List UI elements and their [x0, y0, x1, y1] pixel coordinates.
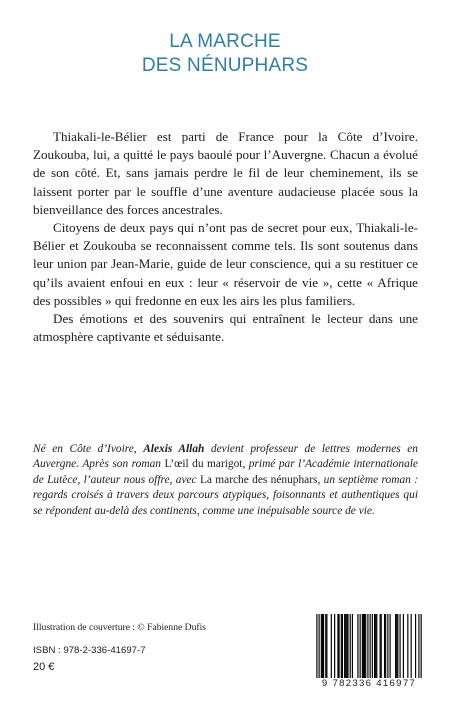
- author-note: [33, 442, 418, 519]
- barcode-bar: [395, 614, 396, 678]
- barcode-bar: [367, 614, 368, 684]
- previous-book-title: L’œil du marigot: [164, 458, 243, 471]
- barcode-bar: [407, 614, 408, 678]
- barcode-bar: [347, 614, 348, 678]
- barcode-bar: [339, 614, 340, 678]
- barcode-bar: [372, 614, 373, 678]
- barcode-bar: [421, 614, 422, 684]
- barcode-bar: [375, 614, 376, 678]
- price-label: 20 €: [33, 661, 55, 673]
- barcode-bar: [331, 614, 332, 678]
- author-name: Alexis Allah: [143, 443, 205, 455]
- barcode-bar: [390, 614, 391, 678]
- barcode-bar: [360, 614, 361, 678]
- barcode-bar: [374, 614, 375, 678]
- barcode-bar: [319, 614, 320, 684]
- author-note-text: devient professeur de lettres modernes en Auvergne. Après son roman: [33, 443, 418, 471]
- barcode-bar: [337, 614, 338, 678]
- barcode-bar: [362, 614, 363, 678]
- barcode-bar: [352, 614, 353, 678]
- barcode-bar: [403, 614, 404, 678]
- back-cover-blurb: [33, 128, 418, 346]
- barcode-bar: [346, 614, 347, 678]
- barcode-bar: [321, 614, 322, 678]
- barcode-bar: [399, 614, 400, 678]
- barcode-bar: [325, 614, 326, 678]
- barcode-bar: [326, 614, 327, 678]
- barcode-bar: [384, 614, 385, 678]
- barcode-bar: [364, 614, 365, 678]
- barcode-bar: [323, 614, 324, 678]
- barcode-bar: [341, 614, 342, 678]
- cover-illustration-credit: Illustration de couverture : © Fabienne Dufis: [33, 622, 207, 633]
- barcode-bar: [381, 614, 382, 678]
- barcode-bar: [396, 614, 397, 678]
- barcode-digits: 9 782336 416977: [313, 678, 425, 689]
- blurb-paragraph: Citoyens de deux pays qui n’ont pas de secret pour eux, Thiakali-le-Bélier et Zoukouba se reconnaissent comme tels. Ils sont soutenus dans leur union par Jean-Marie, guide de leur conscience, qui a su restituer ce qu’ils avaient enfoui en eux : leur « réservoir de vie », cette « Afrique des possibles » qui fredonne en eux les airs les plus familiers.: [33, 220, 418, 308]
- barcode-bar: [418, 614, 419, 684]
- author-note-text: Né en Côte d’Ivoire,: [33, 443, 144, 455]
- barcode-bar: [357, 614, 358, 678]
- current-book-title: La marche des nénuphars: [199, 473, 318, 486]
- barcode-bar: [411, 614, 412, 678]
- barcode-bar: [385, 614, 386, 678]
- barcode-bar: [345, 614, 346, 678]
- barcode-bar: [334, 614, 335, 678]
- barcode: [313, 614, 425, 686]
- barcode-bar: [376, 614, 377, 678]
- barcode-bar: [387, 614, 388, 678]
- barcode-bar: [365, 614, 366, 678]
- blurb-paragraph: Des émotions et des souvenirs qui entraînent le lecteur dans une atmosphère captivante et séduisante.: [33, 311, 418, 345]
- isbn-number: ISBN : 978-2-336-41697-7: [33, 645, 146, 656]
- barcode-bar: [363, 614, 364, 678]
- author-note-text: , un septième roman : regards croisés à travers deux parcours atypiques, foisonnants et authentiques qui se répondent au-delà des continents, comme une inépuisable source de vie.: [33, 473, 418, 517]
- blurb-paragraph: Thiakali-le-Bélier est parti de France pour la Côte d’Ivoire. Zoukouba, lui, a quitté le pays baoulé pour l’Auvergne. Chacun a évolué de son côté. Et, sans jamais perdre le fil de leur cheminement, ils se laissent porter par le souffle d’une aventure audacieuse placée sous la bienveillance des forces ancestrales.: [33, 129, 418, 217]
- barcode-bar: [322, 614, 323, 678]
- barcode-bar: [397, 614, 398, 678]
- barcode-bar: [415, 614, 416, 678]
- book-title-line-1: LA MARCHE: [169, 31, 281, 52]
- author-note-text: , primé par l’Académie internationale de Lutèce, l’auteur nous offre, avec: [33, 458, 418, 486]
- barcode-bar: [344, 614, 345, 678]
- book-title-line-2: DES NÉNUPHARS: [141, 55, 309, 76]
- barcode-bar: [370, 614, 371, 684]
- book-title: [0, 30, 450, 78]
- barcode-bar: [316, 614, 317, 684]
- barcode-bar: [380, 614, 381, 678]
- barcode-bar: [350, 614, 351, 678]
- barcode-bar: [342, 614, 343, 678]
